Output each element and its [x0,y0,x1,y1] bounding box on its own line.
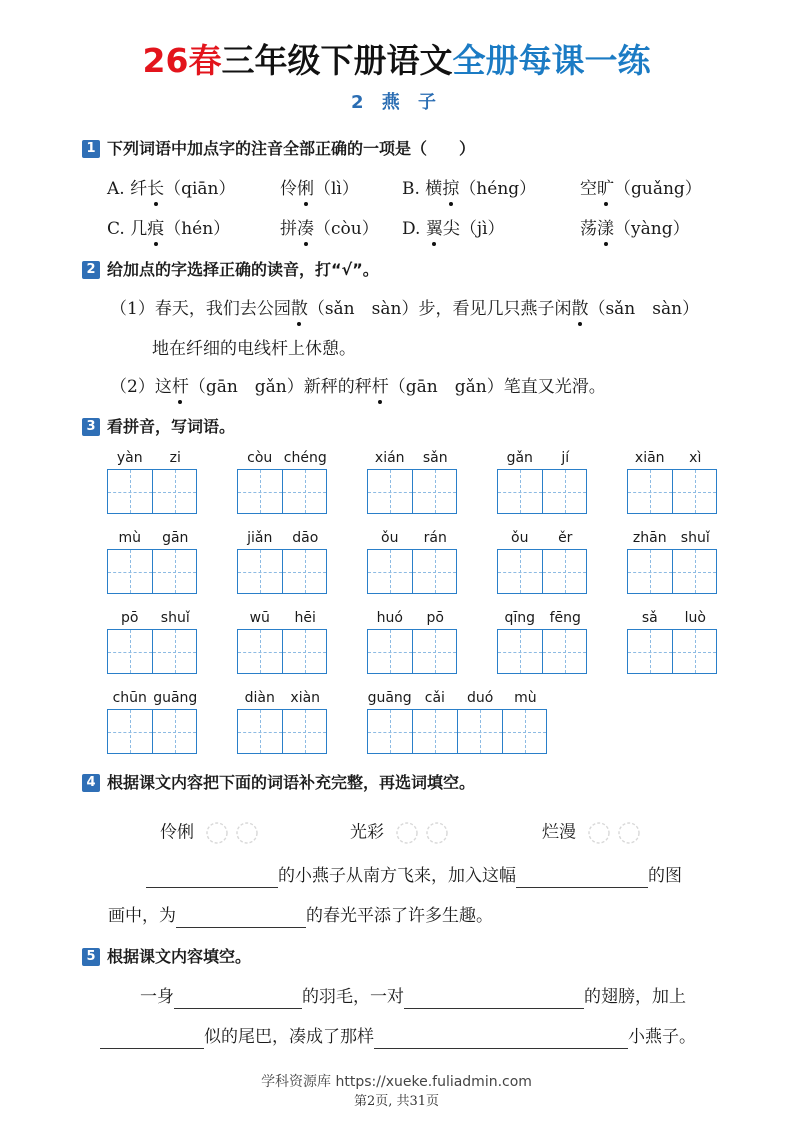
writing-cell[interactable] [152,549,197,594]
decorative-swirl-icon [581,820,651,846]
pinyin-label [107,449,198,467]
pinyin-label [627,529,718,547]
pinyin-syllable: pō [426,610,444,626]
pinyin-syllable: sǎ [641,610,658,626]
q1-option-a1: A. 纤长（qiān） [107,179,236,199]
writing-cell[interactable] [237,549,282,594]
q2-item-2: （2）这杆（gān gǎn）新秤的秤杆（gān gǎn）笔直又光滑。 [110,377,606,397]
q4-word-3: 烂漫 [542,820,651,846]
pinyin-syllable: chūn [112,690,147,706]
pinyin-label [107,609,198,627]
question-4-heading [82,772,475,794]
q1-option-b1: B. 横掠（héng） [402,179,537,199]
question-number-badge: 3 [82,418,100,436]
answer-blank[interactable] [404,988,584,1009]
pinyin-syllable: yàn [116,450,143,466]
pinyin-syllable: wū [249,610,270,626]
writing-cell[interactable] [542,469,587,514]
question-5-heading [82,946,251,968]
question-2-prompt: 给加点的字选择正确的读音，打“√”。 [107,260,379,279]
footer-source-url: 学科资源库 https://xueke.fuliadmin.com [261,1074,532,1090]
decorative-swirl-icon [199,820,269,846]
q2-item-1-continued: 地在纤细的电线杆上休憩。 [152,339,356,359]
writing-cell[interactable] [497,629,542,674]
pinyin-syllable: còu [247,450,273,466]
q4-word-2: 光彩 [350,820,459,846]
pinyin-syllable: dāo [292,530,319,546]
pinyin-syllable: cǎi [424,690,445,706]
pinyin-syllable: guāng [153,690,198,706]
writing-cell[interactable] [237,629,282,674]
q1-option-c2: 拼凑（còu） [280,219,379,239]
writing-cell[interactable] [237,709,282,754]
pinyin-syllable: ěr [558,530,573,546]
pinyin-label [107,529,198,547]
pinyin-syllable: zi [169,450,181,466]
answer-blank[interactable] [100,1028,204,1049]
writing-cell[interactable] [367,709,412,754]
q2-item-1: （1）春天，我们去公园散（sǎn sàn）步，看见几只燕子闲散（sǎn sàn） [110,299,700,319]
pinyin-word-box [627,529,718,594]
question-2-heading [82,259,379,281]
answer-blank[interactable] [374,1028,628,1049]
question-4-prompt: 根据课文内容把下面的词语补充完整，再选词填空。 [107,773,476,792]
decorative-swirl-icon [389,820,459,846]
writing-cell[interactable] [672,469,717,514]
pinyin-word-box [107,689,198,754]
writing-cell[interactable] [282,469,327,514]
page-number: 第2页, 共31页 [353,1094,440,1109]
pinyin-word-box [367,529,458,594]
q1-option-d1: D. 翼尖（jì） [402,219,505,239]
pinyin-word-box [497,529,588,594]
question-3-prompt: 看拼音，写词语。 [107,417,236,436]
title-part-blue: 全册每课一练 [452,41,651,80]
question-5-prompt: 根据课文内容填空。 [107,947,252,966]
pinyin-word-box [237,609,328,674]
writing-cell[interactable] [107,709,152,754]
question-1-heading [82,138,475,160]
q1-option-c1: C. 几痕（hén） [107,219,231,239]
pinyin-label [627,609,718,627]
question-number-badge: 2 [82,261,100,279]
pinyin-syllable: gǎn [506,450,533,466]
q1-option-a2: 伶俐（lì） [280,179,359,199]
writing-cell[interactable] [497,549,542,594]
writing-cell[interactable] [457,709,502,754]
pinyin-word-box [237,449,328,514]
pinyin-word-box [367,689,548,754]
pinyin-syllable: huó [376,610,403,626]
pinyin-label [497,529,588,547]
pinyin-syllable: sǎn [422,450,448,466]
q4-word-1: 伶俐 [160,820,269,846]
q4-sentence-line-2: 画中，为 的春光平添了许多生趣。 [108,906,493,926]
writing-cell[interactable] [627,549,672,594]
pinyin-syllable: mù [118,530,141,546]
pinyin-word-box [107,609,198,674]
writing-cell[interactable] [412,709,457,754]
pinyin-label [497,609,588,627]
pinyin-syllable: ǒu [511,530,529,546]
writing-cell[interactable] [542,629,587,674]
pinyin-word-box [627,449,718,514]
writing-cell[interactable] [282,629,327,674]
pinyin-word-box [237,529,328,594]
q5-line-2: 似的尾巴，凑成了那样 小燕子。 [100,1025,696,1049]
pinyin-label [497,449,588,467]
q1-option-b2: 空旷（guǎng） [580,179,702,199]
pinyin-syllable: jí [561,450,570,466]
writing-cell[interactable] [152,709,197,754]
writing-cell[interactable] [107,469,152,514]
pinyin-syllable: guāng [367,690,412,706]
pinyin-syllable: hēi [294,610,316,626]
answer-blank[interactable] [516,867,648,888]
pinyin-syllable: pō [121,610,139,626]
writing-cell[interactable] [282,709,327,754]
title-part-black: 三年级下册语文 [221,41,453,80]
pinyin-syllable: shuǐ [160,610,190,626]
pinyin-label [237,529,328,547]
writing-cell[interactable] [672,629,717,674]
pinyin-word-box [367,609,458,674]
pinyin-syllable: jiǎn [247,530,273,546]
writing-cell[interactable] [412,469,457,514]
pinyin-word-box [367,449,458,514]
writing-cell[interactable] [502,709,547,754]
pinyin-label [367,449,458,467]
writing-cell[interactable] [152,629,197,674]
answer-blank[interactable] [146,867,278,888]
pinyin-syllable: xián [374,450,405,466]
pinyin-syllable: chéng [283,450,327,466]
pinyin-label [237,689,328,707]
pinyin-syllable: luò [684,610,706,626]
pinyin-syllable: gān [162,530,189,546]
pinyin-syllable: duó [466,690,494,706]
q4-sentence-line-1: 的小燕子从南方飞来，加入这幅 的图 [146,864,682,888]
pinyin-word-box [237,689,328,754]
pinyin-syllable: zhān [632,530,667,546]
writing-cell[interactable] [627,629,672,674]
pinyin-syllable: xì [689,450,702,466]
question-number-badge: 1 [82,140,100,158]
title-part-red: 26春 [142,41,222,80]
question-1-prompt: 下列词语中加点字的注音全部正确的一项是（ ） [107,139,476,158]
question-number-badge: 4 [82,774,100,792]
writing-cell[interactable] [282,549,327,594]
pinyin-syllable: xiān [634,450,665,466]
answer-blank[interactable] [176,907,306,928]
writing-cell[interactable] [367,469,412,514]
pinyin-syllable: mù [514,690,537,706]
pinyin-word-box [107,449,198,514]
pinyin-label [367,689,548,707]
lesson-subtitle: 2 燕 子 [350,92,443,113]
writing-cell[interactable] [152,469,197,514]
pinyin-label [237,449,328,467]
writing-cell[interactable] [542,549,587,594]
pinyin-syllable: shuǐ [680,530,710,546]
pinyin-word-box [497,609,588,674]
q1-option-d2: 荡漾（yàng） [580,219,690,239]
question-3-heading [82,416,235,438]
pinyin-syllable: xiàn [290,690,321,706]
question-number-badge: 5 [82,948,100,966]
pinyin-word-box [627,609,718,674]
writing-cell[interactable] [237,469,282,514]
pinyin-syllable: rán [423,530,447,546]
pinyin-label [367,529,458,547]
writing-cell[interactable] [107,549,152,594]
pinyin-syllable: fēng [549,610,581,626]
pinyin-word-box [497,449,588,514]
pinyin-word-box [107,529,198,594]
page-title [0,38,793,84]
pinyin-syllable: diàn [244,690,275,706]
writing-cell[interactable] [367,549,412,594]
pinyin-label [107,689,198,707]
answer-blank[interactable] [174,988,302,1009]
writing-cell[interactable] [107,629,152,674]
pinyin-label [627,449,718,467]
pinyin-label [237,609,328,627]
q5-line-1: 一身 的羽毛，一对 的翅膀，加上 [140,987,686,1007]
writing-cell[interactable] [497,469,542,514]
pinyin-syllable: qīng [504,610,536,626]
writing-cell[interactable] [627,469,672,514]
writing-cell[interactable] [412,629,457,674]
pinyin-syllable: ǒu [381,530,399,546]
writing-cell[interactable] [367,629,412,674]
writing-cell[interactable] [412,549,457,594]
writing-cell[interactable] [672,549,717,594]
pinyin-label [367,609,458,627]
